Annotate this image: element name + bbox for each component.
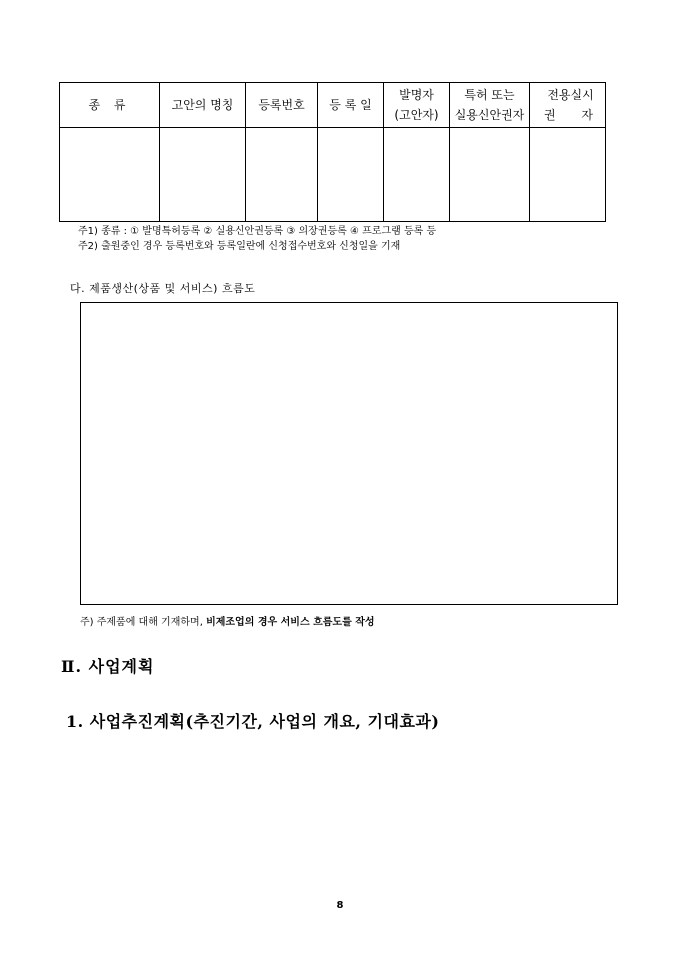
header-holder-line2: 실용신안권자: [454, 108, 525, 122]
note-2: 주2) 출원중인 경우 등록번호와 등록일란에 신청접수번호와 신청일을 기재: [78, 241, 401, 252]
header-licensee: [530, 83, 606, 128]
table-row: [60, 128, 606, 222]
header-licensee-line1: 전용실시: [547, 88, 594, 102]
table-cell[interactable]: [246, 128, 318, 222]
note-1: 주1) 종류 : ① 발명특허등록 ② 실용신안권등록 ③ 의장권등록 ④ 프로그램 등록 등: [78, 226, 437, 237]
page-number: 8: [336, 900, 344, 911]
table-cell[interactable]: [160, 128, 246, 222]
header-reg-no: 등록번호: [246, 83, 318, 128]
header-name: 고안의 명칭: [160, 83, 246, 128]
flowchart-note-text: 주) 주제품에 대해 기재하며,: [80, 617, 207, 628]
subsection-heading-plan: 1. 사업추진계획(추진기간, 사업의 개요, 기대효과): [66, 712, 440, 731]
table-cell[interactable]: [530, 128, 606, 222]
flowchart-note-emphasis: 비제조업의 경우 서비스 흐름도를 작성: [206, 617, 375, 628]
table-cell[interactable]: [318, 128, 384, 222]
table-cell[interactable]: [384, 128, 450, 222]
header-inventor: [384, 83, 450, 128]
header-licensee-a: 권: [544, 108, 556, 122]
header-licensee-b: 자: [581, 108, 593, 122]
flowchart-note: [80, 613, 375, 628]
header-licensee-line2: [536, 105, 605, 125]
section-heading-flowchart: 다. 제품생산(상품 및 서비스) 흐름도: [70, 282, 256, 295]
table-cell[interactable]: [450, 128, 530, 222]
header-type: 종 류: [60, 83, 160, 128]
flowchart-box[interactable]: [80, 302, 618, 605]
header-holder: [450, 83, 530, 128]
table-notes: [78, 224, 436, 254]
header-inventor-line1: 발명자: [399, 88, 434, 102]
table-cell[interactable]: [60, 128, 160, 222]
header-holder-line1: 특허 또는: [464, 88, 515, 102]
header-inventor-line2: (고안자): [394, 108, 439, 122]
section-heading-business-plan: Ⅱ. 사업계획: [61, 657, 155, 676]
header-reg-date: 등 록 일: [318, 83, 384, 128]
patent-table: [59, 82, 606, 222]
table-header-row: [60, 83, 606, 128]
